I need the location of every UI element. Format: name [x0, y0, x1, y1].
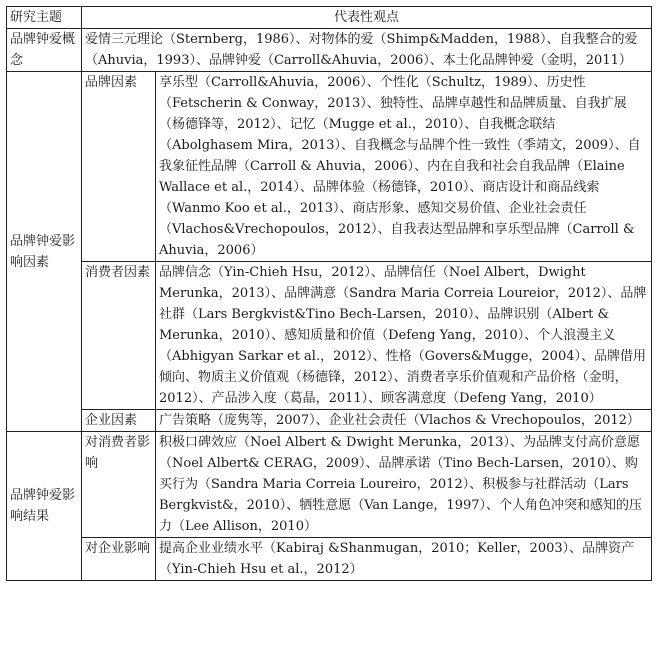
factor-consumer-label: 消费者因素	[82, 262, 156, 410]
row-concept	[7, 29, 652, 72]
header-viewpoints: 代表性观点	[82, 7, 652, 29]
topic-results: 品牌钟爱影响结果	[7, 432, 82, 581]
row-factors-brand	[7, 72, 652, 262]
factor-enterprise-label: 企业因素	[82, 410, 156, 432]
topic-factors: 品牌钟爱影响因素	[7, 72, 82, 432]
factor-brand-viewpoints: 享乐型（Carroll&Ahuvia，2006）、个性化（Schultz，1989）、历史性（Fetscherin & Conway，2013）、独特性、品牌卓越性和品牌质量、自我扩展（杨德锋等，2012）、记忆（Mugge et al.，2010）、自我概念联结（Abolghasem Mira，2013）、自我概念与品牌个性一致性（季靖文，2009）、自我象征性品牌（Carroll & Ahuvia，2006）、内在自我和社会自我品牌（Elaine Wallace et al.，2014）、品牌体验（杨德锋，2010）、商店设计和商品线索（Wanmo Koo et al.，2013）、商店形象、感知交易价值、企业社会责任（Vlachos&Vrechopoulos，2012）、自我表达型品牌和享乐型品牌（Carroll & Ahuvia，2006）	[156, 72, 652, 262]
result-consumer-viewpoints: 积极口碑效应（Noel Albert & Dwight Merunka，2013）、为品牌支付高价意愿（Noel Albert& CERAG，2009）、品牌承诺（Tino Bech-Larsen，2010）、购买行为（Sandra Maria Correia Loureiro，2012）、积极参与社群活动（Lars Bergkvist&，2010）、牺牲意愿（Van Lange，1997）、个人角色冲突和感知的压力（Lee Allison，2010）	[156, 432, 652, 538]
concept-viewpoints: 爱情三元理论（Sternberg，1986）、对物体的爱（Shimp&Madden，1988）、自我整合的爱（Ahuvia，1993）、品牌钟爱（Carroll&Ahuvia，2006）、本土化品牌钟爱（金明，2011）	[82, 29, 652, 72]
result-enterprise-viewpoints: 提高企业业绩水平（Kabiraj &Shanmugan，2010；Keller，2003）、品牌资产（Yin-Chieh Hsu et al.，2012）	[156, 538, 652, 581]
topic-concept: 品牌钟爱概念	[7, 29, 82, 72]
header-row	[7, 7, 652, 29]
result-enterprise-label: 对企业影响	[82, 538, 156, 581]
row-results-consumer	[7, 432, 652, 538]
header-topic: 研究主题	[7, 7, 82, 29]
row-factors-enterprise	[7, 410, 652, 432]
factor-consumer-viewpoints: 品牌信念（Yin-Chieh Hsu，2012）、品牌信任（Noel Albert，Dwight Merunka，2013）、品牌满意（Sandra Maria Correia Loureior，2012）、品牌社群（Lars Bergkvist&Tino Bech-Larsen，2010）、品牌识别（Albert & Merunka，2010）、感知质量和价值（Defeng Yang，2010）、个人浪漫主义（Abhigyan Sarkar et al.，2012）、性格（Govers&Mugge，2004）、品牌借用倾向、物质主义价值观（杨德锋，2012）、消费者享乐价值观和产品价格（金明，2012）、产品涉入度（葛晶，2011）、顾客满意度（Defeng Yang，2010）	[156, 262, 652, 410]
brand-love-research-table	[6, 6, 652, 581]
factor-enterprise-viewpoints: 广告策略（庞隽等，2007）、企业社会责任（Vlachos & Vrechopoulos，2012）	[156, 410, 652, 432]
factor-brand-label: 品牌因素	[82, 72, 156, 262]
row-results-enterprise	[7, 538, 652, 581]
result-consumer-label: 对消费者影响	[82, 432, 156, 538]
row-factors-consumer	[7, 262, 652, 410]
